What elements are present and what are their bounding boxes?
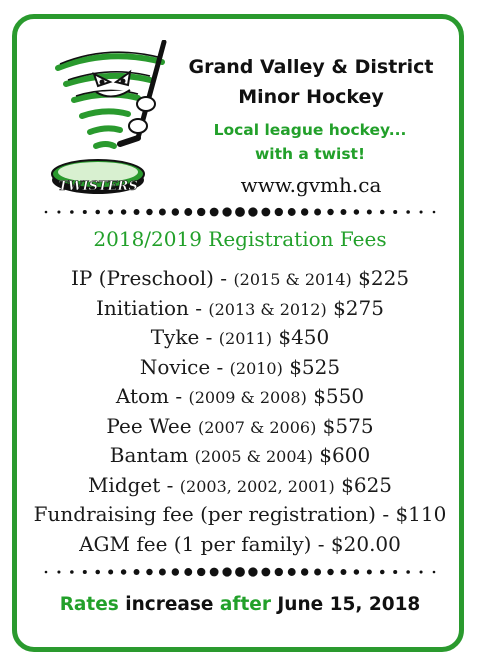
divider-dot bbox=[248, 567, 257, 576]
divider-dot bbox=[420, 210, 423, 213]
fee-label: IP (Preschool) - bbox=[70, 266, 234, 290]
footer-date: June 15, 2018 bbox=[270, 594, 421, 615]
divider-dot bbox=[210, 208, 219, 217]
rates-increase-notice bbox=[20, 590, 460, 620]
divider-dot bbox=[184, 208, 192, 216]
organization-name bbox=[172, 52, 450, 112]
logo-text: TWISTERS bbox=[58, 179, 138, 194]
fee-years: (2003, 2002, 2001) bbox=[179, 476, 335, 496]
divider-dot bbox=[134, 569, 140, 575]
tagline-line-1: Local league hockey... bbox=[213, 121, 407, 139]
fee-years: (2015 & 2014) bbox=[233, 270, 352, 289]
divider-dot bbox=[197, 568, 205, 576]
divider-dot bbox=[70, 570, 74, 574]
divider-dot bbox=[83, 210, 87, 214]
fee-price: $450 bbox=[272, 325, 330, 349]
fee-row bbox=[20, 264, 460, 294]
tagline bbox=[190, 118, 430, 166]
fee-price: $600 bbox=[312, 443, 371, 467]
divider-dot bbox=[172, 568, 179, 575]
divider-dot bbox=[340, 209, 346, 215]
divider-dot bbox=[327, 569, 333, 575]
footer-after: after bbox=[219, 594, 271, 615]
fee-label: Tyke - bbox=[150, 325, 219, 349]
fee-list bbox=[20, 264, 460, 559]
fee-row bbox=[20, 441, 460, 471]
divider-dot bbox=[275, 208, 283, 216]
divider-dot bbox=[354, 209, 359, 214]
fee-row bbox=[20, 382, 460, 412]
fee-row bbox=[20, 323, 460, 353]
fee-price: $275 bbox=[326, 295, 384, 320]
divider-dot bbox=[433, 211, 436, 214]
divider-dot bbox=[108, 210, 113, 215]
divider-dot bbox=[261, 568, 270, 577]
divider-dot bbox=[288, 208, 296, 216]
fee-row bbox=[20, 294, 460, 324]
footer-rates: Rates bbox=[59, 594, 119, 615]
fee-label: Fundraising fee (per registration) - $110 bbox=[33, 502, 447, 526]
fee-price: $575 bbox=[316, 413, 374, 438]
divider-dot bbox=[222, 567, 231, 576]
divider-dot bbox=[235, 207, 245, 217]
fee-label: Atom - bbox=[115, 384, 189, 408]
fees-title: 2018/2019 Registration Fees bbox=[93, 227, 387, 251]
fee-label: Novice - bbox=[139, 354, 230, 379]
divider-dot bbox=[393, 570, 397, 574]
divider-dot bbox=[367, 570, 372, 575]
fee-label: Pee Wee bbox=[106, 413, 198, 438]
dotted-divider-bottom bbox=[40, 566, 440, 578]
divider-dot bbox=[354, 569, 359, 574]
divider-dot bbox=[222, 207, 231, 216]
divider-dot bbox=[121, 569, 126, 574]
fee-label: AGM fee (1 per family) - $20.00 bbox=[79, 531, 401, 556]
divider-dot bbox=[340, 569, 346, 575]
divider-dot bbox=[95, 570, 100, 575]
twisters-logo bbox=[46, 40, 174, 202]
divider-dot bbox=[235, 567, 245, 577]
org-name-line-2: Minor Hockey bbox=[238, 86, 384, 108]
divider-dot bbox=[301, 568, 308, 575]
fee-row bbox=[20, 530, 460, 560]
divider-dot bbox=[95, 210, 100, 215]
divider-dot bbox=[172, 208, 179, 215]
divider-dot bbox=[380, 210, 385, 215]
divider-dot bbox=[57, 210, 60, 213]
divider-dot bbox=[367, 210, 372, 215]
divider-dot bbox=[184, 568, 192, 576]
divider-dot bbox=[275, 568, 283, 576]
fee-years: (2011) bbox=[218, 329, 272, 348]
divider-dot bbox=[146, 209, 152, 215]
fee-label: Bantam bbox=[109, 443, 195, 467]
dotted-divider-top bbox=[40, 206, 440, 218]
fee-price: $225 bbox=[351, 266, 410, 290]
fee-price: $625 bbox=[334, 472, 393, 497]
divider-dot bbox=[314, 569, 321, 576]
divider-dot bbox=[83, 570, 87, 574]
divider-dot bbox=[301, 208, 308, 215]
fee-years: (2009 & 2008) bbox=[188, 388, 307, 407]
divider-dot bbox=[197, 208, 205, 216]
divider-dot bbox=[45, 571, 48, 574]
divider-dot bbox=[146, 569, 152, 575]
fee-label: Midget - bbox=[87, 472, 180, 497]
fee-years: (2005 & 2004) bbox=[194, 447, 313, 466]
divider-dot bbox=[70, 210, 74, 214]
fee-row bbox=[20, 500, 460, 530]
divider-dot bbox=[121, 209, 126, 214]
divider-dot bbox=[210, 568, 219, 577]
divider-dot bbox=[314, 209, 321, 216]
divider-dot bbox=[248, 207, 257, 216]
divider-dot bbox=[433, 571, 436, 574]
divider-dot bbox=[327, 209, 333, 215]
divider-dot bbox=[393, 210, 397, 214]
tagline-line-2: with a twist! bbox=[254, 145, 366, 163]
fee-label: Initiation - bbox=[96, 295, 209, 320]
divider-dot bbox=[420, 570, 423, 573]
org-name-line-1: Grand Valley & District bbox=[188, 56, 434, 78]
fee-price: $525 bbox=[282, 354, 341, 379]
footer-increase: increase bbox=[118, 594, 220, 615]
divider-dot bbox=[288, 568, 296, 576]
fee-years: (2013 & 2012) bbox=[208, 299, 327, 319]
divider-dot bbox=[159, 569, 166, 576]
divider-dot bbox=[406, 210, 410, 214]
divider-dot bbox=[380, 570, 385, 575]
website-url: www.gvmh.ca bbox=[240, 173, 382, 197]
divider-dot bbox=[134, 209, 140, 215]
divider-dot bbox=[108, 570, 113, 575]
fee-years: (2007 & 2006) bbox=[197, 417, 317, 437]
fee-row bbox=[20, 353, 460, 383]
divider-dot bbox=[159, 209, 166, 216]
divider-dot bbox=[406, 570, 410, 574]
fee-row bbox=[20, 471, 460, 501]
fee-years: (2010) bbox=[229, 358, 283, 378]
fee-row bbox=[20, 412, 460, 442]
fee-price: $550 bbox=[306, 384, 365, 408]
divider-dot bbox=[45, 211, 48, 214]
divider-dot bbox=[261, 208, 270, 217]
divider-dot bbox=[57, 570, 60, 573]
